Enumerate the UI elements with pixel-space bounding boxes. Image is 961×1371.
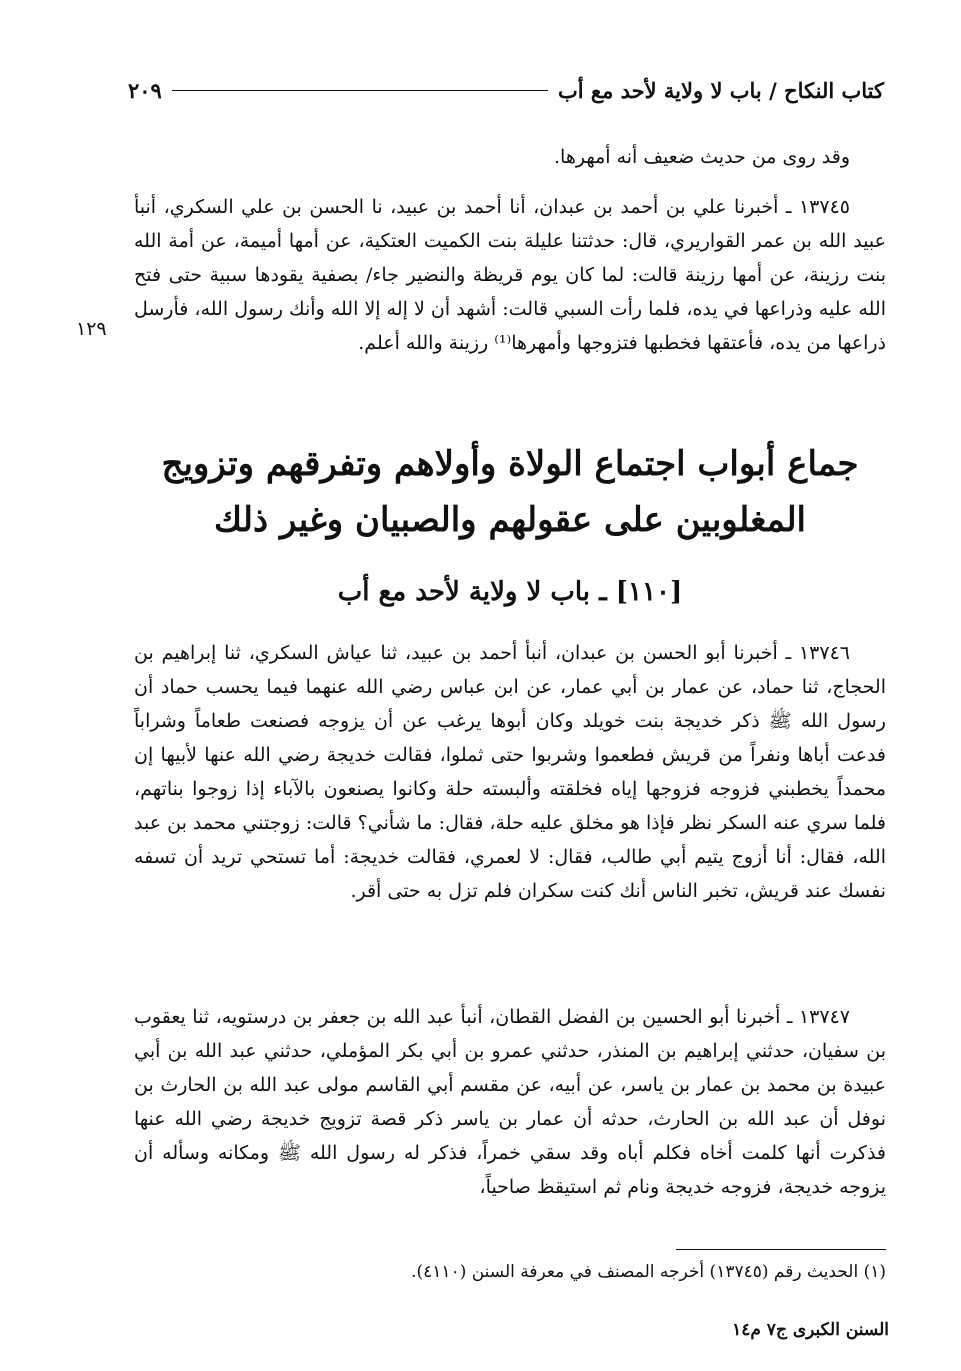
footnote: (١) الحديث رقم (١٣٧٤٥) أخرجه المصنف في معرفة السنن (٤١١٠). <box>411 1262 886 1282</box>
hadith-13745 <box>134 190 886 360</box>
paragraph-intro <box>134 140 886 174</box>
paragraph-intro-text: وقد روى من حديث ضعيف أنه أمهرها. <box>554 146 850 168</box>
page-number: ٢٠٩ <box>128 77 162 103</box>
hadith-13747-text: ١٣٧٤٧ ـ أخبرنا أبو الحسين بن الفضل القطان، أنبأ عبد الله بن جعفر بن درستويه، ثنا يعقوب بن سفيان، حدثني إبراهيم بن المنذر، حدثني عمرو بن أبي بكر المؤملي، حدثني عبد الله بن أبي عبيدة بن محمد بن عمار بن ياسر، عن أبيه، عن مقسم أبي القاسم مولى عبد الله بن الحارث بن نوفل أن عبد الله بن الحارث، حدثه أن عمار بن ياسر ذكر قصة تزويج خديجة رضي الله عنها فذكرت أنها كلمت أخاه فكلم أباه وقد سقي خمراً، فذكر له رسول الله ﷺ ومكانه وسأله أن يزوجه خديجة، فزوجه خديجة ونام ثم استيقظ صاحياً، <box>134 1006 886 1198</box>
header-rule <box>172 90 548 91</box>
margin-page-number: ١٢٩ <box>76 318 107 340</box>
hadith-13746-text: ١٣٧٤٦ ـ أخبرنا أبو الحسن بن عبدان، أنبأ أحمد بن عبيد، ثنا عياش السكري، ثنا إبراهيم بن الحجاج، ثنا حماد، عن عمار بن أبي عمار، عن ابن عباس رضي الله عنهما فيما يحسب حماد أن رسول الله ﷺ ذكر خديجة بنت خويلد وكان أبوها يرغب عن أن يزوجه فصنعت طعاماً وشراباً فدعت أباها ونفراً من قريش فطعموا وشربوا حتى ثملوا، فقالت خديجة رضي الله عنها لأبيها إن محمداً يخطبني فزوجه فزوجها إياه فخلقته وألبسته حلة وكانوا يصنعون بالآباء إذا زوجوا بناتهم، فلما سري عنه السكر نظر فإذا هو مخلق عليه حلة، فقال: ما شأني؟ قالت: زوجتني محمد بن عبد الله، فقال: أنا أزوج يتيم أبي طالب، فقال: لا لعمري، فقالت خديجة: أما تستحي تريد أن تسفه نفسك عند قريش، تخبر الناس أنك كنت سكران فلم تزل به حتى أقر. <box>134 642 886 902</box>
running-header <box>128 72 884 108</box>
section-heading: جماع أبواب اجتماع الولاة وأولاهم وتفرقهم وتزويج المغلوبين على عقولهم والصبيان وغير ذلك <box>161 444 859 540</box>
footnote-divider <box>676 1249 886 1250</box>
hadith-13746 <box>134 636 886 908</box>
chapter-heading: [١١٠] ـ باب لا ولاية لأحد مع أب <box>337 577 683 607</box>
hadith-13747 <box>134 1000 886 1204</box>
hadith-13745-text: ١٣٧٤٥ ـ أخبرنا علي بن أحمد بن عبدان، أنا أحمد بن عبيد، نا الحسن بن علي السكري، أنبأ عبيد الله بن عمر القواريري، قال: حدثتنا عليلة بنت الكميت العتكية، عن أمها أميمة، عن أمة الله بنت رزينة، عن أمها رزينة قالت: لما كان يوم قريظة والنضير جاء/ بصفية يقودها سبية حتى فتح الله عليه وذراعها في يده، فلما رأت السبي قالت: أشهد أن لا إله إلا الله وأنك رسول الله، فأرسل ذراعها من يده، فأعتقها فخطبها فتزوجها وأمهرها⁽¹⁾ رزينة والله أعلم. <box>134 196 886 354</box>
signature-mark: السنن الكبرى ج٧ م١٤ <box>732 1320 889 1340</box>
header-title: كتاب النكاح / باب لا ولاية لأحد مع أب <box>557 77 884 103</box>
